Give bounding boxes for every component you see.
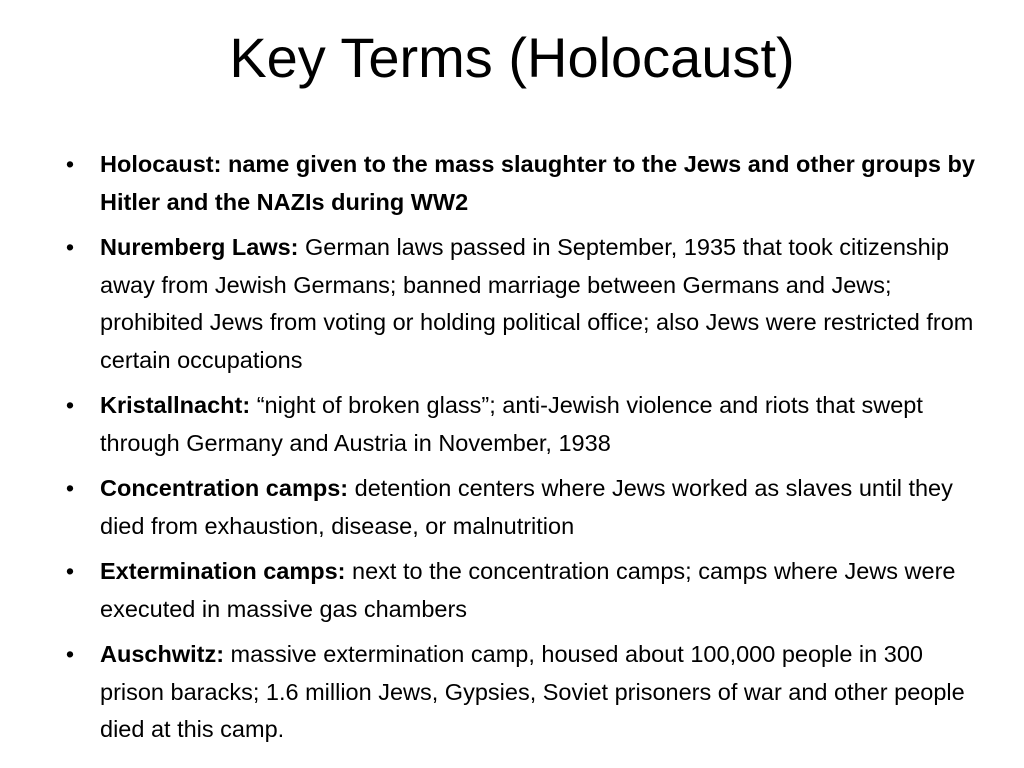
term-holocaust: [65, 146, 980, 221]
term-label: Nuremberg Laws:: [100, 234, 299, 260]
term-label: Auschwitz:: [100, 641, 225, 667]
term-extermination-camps: [65, 553, 980, 628]
term-definition: name given to the mass slaughter to the Jews and other groups by Hitler and the NAZIs during WW2: [100, 151, 975, 215]
term-label: Holocaust:: [100, 151, 222, 177]
term-definition: detention centers where Jews worked as slaves until they died from exhaustion, disease, or malnutrition: [100, 475, 953, 539]
term-definition: massive extermination camp, housed about 100,000 people in 300 prison baracks; 1.6 million Jews, Gypsies, Soviet prisoners of war and other people died at this camp.: [100, 641, 965, 742]
term-label: Concentration camps:: [100, 475, 349, 501]
bullet-icon: •: [65, 392, 75, 418]
term-auschwitz: [65, 636, 980, 749]
bullet-icon: •: [65, 151, 75, 177]
bullet-icon: •: [65, 234, 75, 260]
term-nuremberg-laws: [65, 229, 980, 379]
term-definition: German laws passed in September, 1935 that took citizenship away from Jewish Germans; banned marriage between Germans and Jews; prohibited Jews from voting or holding political office; also Jews were restricted from certain occupations: [100, 234, 974, 373]
term-definition: next to the concentration camps; camps where Jews were executed in massive gas chambers: [100, 558, 956, 622]
bullet-icon: •: [65, 558, 75, 584]
term-label: Kristallnacht:: [100, 392, 251, 418]
key-terms-list: [65, 146, 980, 757]
term-concentration-camps: [65, 470, 980, 545]
bullet-icon: •: [65, 641, 75, 667]
slide-title: Key Terms (Holocaust): [229, 26, 795, 89]
term-label: Extermination camps:: [100, 558, 346, 584]
term-kristallnacht: [65, 387, 980, 462]
term-definition: “night of broken glass”; anti-Jewish violence and riots that swept through Germany and Austria in November, 1938: [100, 392, 923, 456]
bullet-icon: •: [65, 475, 75, 501]
